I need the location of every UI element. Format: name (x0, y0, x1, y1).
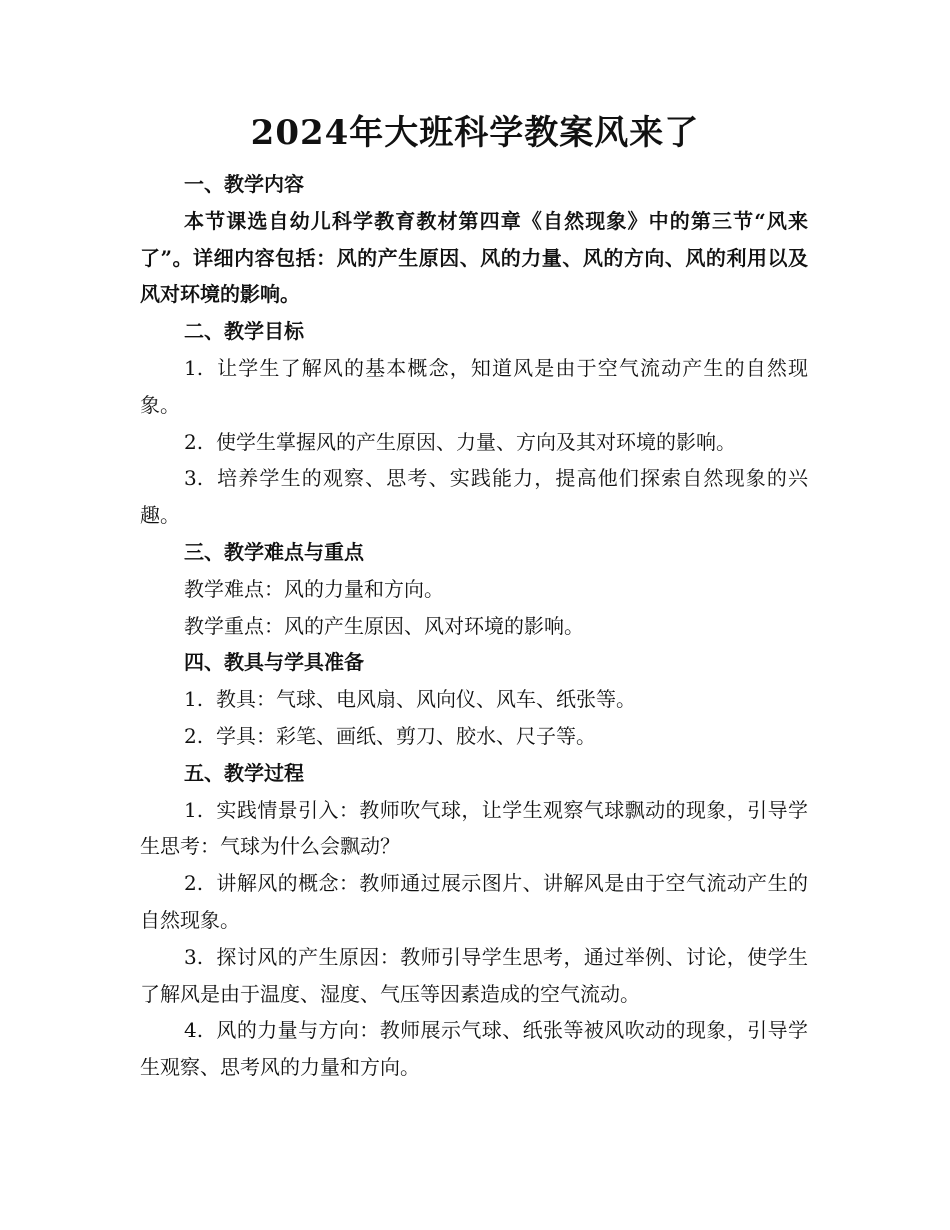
content-paragraph: 本节课选自幼儿科学教育教材第四章《自然现象》中的第三节“风来了”。详细内容包括：风的产生原因、风的力量、风的方向、风的利用以及风对环境的影响。 (140, 208, 808, 307)
process-item-text: 探讨风的产生原因：教师引导学生思考，通过举例、讨论，使学生了解风是由于温度、湿度、气压等因素造成的空气流动。 (140, 944, 808, 1006)
process-item-text: 讲解风的概念：教师通过展示图片、讲解风是由于空气流动产生的自然现象。 (140, 871, 808, 932)
section-heading-difficulty: 三、教学难点与重点 (184, 539, 364, 564)
goal-item (140, 424, 808, 461)
difficulty-text: 教学难点：风的力量和方向。 (184, 576, 444, 601)
process-item (140, 865, 808, 939)
goal-item-number: 1. (184, 355, 204, 380)
section-heading-content: 一、教学内容 (184, 172, 304, 196)
section-heading-materials: 四、教具与学具准备 (184, 650, 364, 675)
goal-item-text: 使学生掌握风的产生原因、力量、方向及其对环境的影响。 (216, 429, 736, 454)
process-item-number: 2. (184, 871, 204, 896)
material-item (140, 681, 808, 718)
goal-item (140, 350, 808, 424)
process-item (140, 1012, 808, 1086)
document-title: 2024年大班科学教案风来了 (250, 113, 700, 153)
process-item-text: 实践情景引入：教师吹气球，让学生观察气球飘动的现象，引导学生思考：气球为什么会飘动？ (140, 797, 808, 859)
material-item-text: 教具：气球、电风扇、风向仪、风车、纸张等。 (216, 687, 636, 712)
process-item (140, 792, 808, 866)
goal-item-number: 3. (184, 466, 204, 491)
goal-item-text: 让学生了解风的基本概念，知道风是由于空气流动产生的自然现象。 (140, 355, 808, 417)
key-point-text: 教学重点：风的产生原因、风对环境的影响。 (184, 613, 584, 638)
section-heading-goals: 二、教学目标 (184, 319, 304, 344)
goal-item-text: 培养学生的观察、思考、实践能力，提高他们探索自然现象的兴趣。 (140, 466, 808, 528)
material-item-text: 学具：彩笔、画纸、剪刀、胶水、尺子等。 (216, 723, 596, 748)
section-heading-process: 五、教学过程 (184, 760, 304, 785)
material-item-number: 2. (184, 723, 204, 748)
process-item-text: 风的力量与方向：教师展示气球、纸张等被风吹动的现象，引导学生观察、思考风的力量和方向。 (140, 1018, 808, 1080)
process-item-number: 1. (184, 797, 204, 822)
document-body (140, 166, 808, 1086)
material-item (140, 718, 808, 755)
process-item-number: 4. (184, 1018, 204, 1043)
process-item-number: 3. (184, 944, 204, 969)
goal-item-number: 2. (184, 429, 204, 454)
goal-item (140, 460, 808, 534)
process-item (140, 939, 808, 1013)
material-item-number: 1. (184, 687, 204, 712)
